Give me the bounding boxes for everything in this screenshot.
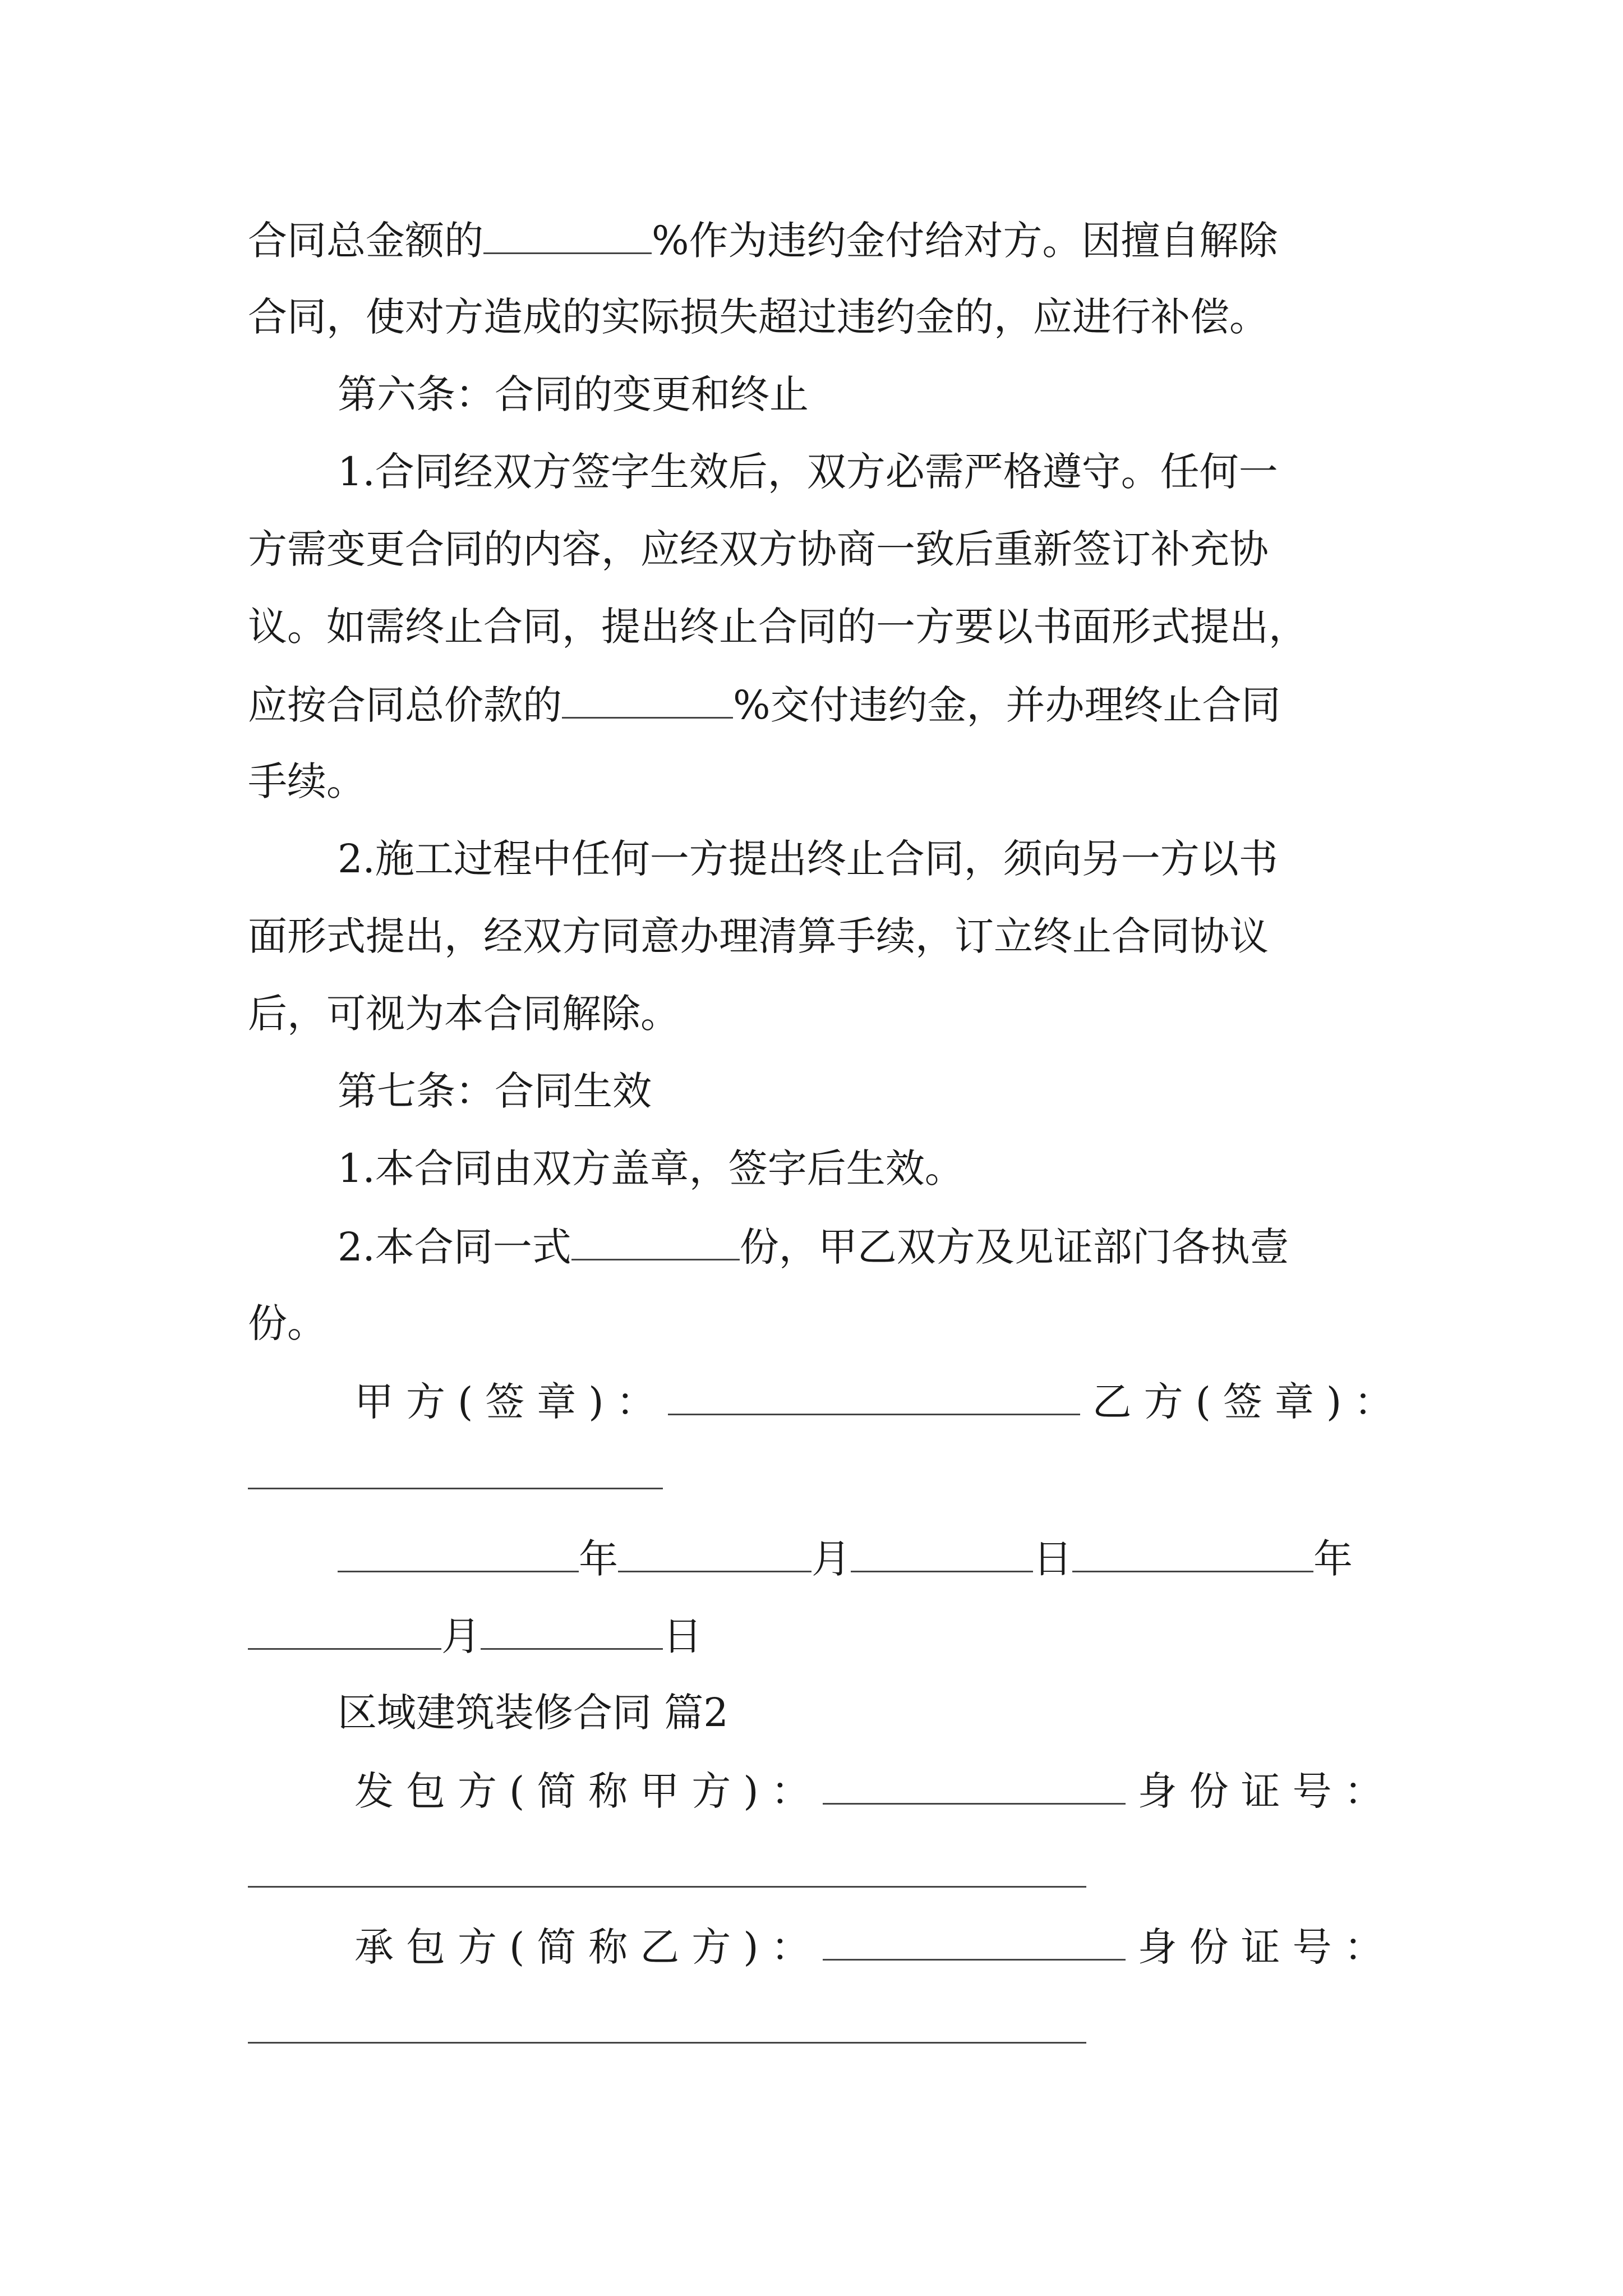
fill-in-blank	[618, 1538, 811, 1572]
date-line	[338, 1536, 1353, 1582]
text-segment: 应按合同总价款的	[248, 682, 562, 728]
employer-label: 发包方(简称甲方)：	[354, 1768, 823, 1814]
text-segment: %交付违约金，并办理终止合同	[733, 682, 1281, 728]
paragraph-line: 手续。	[248, 758, 366, 804]
article-heading: 第六条：合同的变更和终止	[338, 371, 809, 417]
paragraph-line: 份。	[248, 1300, 326, 1346]
date-line	[248, 1613, 702, 1659]
fill-in-blank	[571, 1226, 740, 1260]
party-b-signature-label: 乙方(签章)：	[1092, 1379, 1406, 1425]
fill-in-blank	[562, 684, 733, 719]
paragraph-line: 1.本合同由双方盖章，签字后生效。	[338, 1145, 964, 1191]
text-segment: 2.本合同一式	[338, 1224, 571, 1270]
text-segment: %作为违约金付给对方。因擅自解除	[652, 218, 1278, 264]
fill-in-blank	[248, 1616, 441, 1650]
contractor-label: 承包方(简称乙方)：	[354, 1924, 823, 1970]
paragraph-line: 后，可视为本合同解除。	[248, 991, 680, 1037]
year-label: 年	[579, 1536, 618, 1582]
paragraph-line: 1.合同经双方签字生效后，双方必需严格遵守。任何一	[338, 449, 1278, 495]
signature-line	[354, 1379, 1406, 1425]
id-number-label: 身份证号：	[1137, 1768, 1396, 1814]
paragraph-line: 方需变更合同的内容，应经双方协商一致后重新签订补充协	[248, 526, 1269, 572]
paragraph-line	[248, 218, 1278, 264]
fill-in-blank	[1072, 1538, 1313, 1572]
day-label: 日	[663, 1613, 702, 1659]
paragraph-line: 合同，使对方造成的实际损失超过违约金的，应进行补偿。	[248, 294, 1269, 340]
party-info-line	[354, 1768, 1396, 1814]
party-info-line	[354, 1924, 1396, 1970]
party-a-signature-label: 甲方(签章)：	[354, 1379, 668, 1425]
fill-in-blank	[668, 1381, 1080, 1415]
fill-in-blank	[481, 1616, 663, 1650]
fill-in-blank	[248, 1488, 663, 1489]
paragraph-line	[248, 682, 1281, 728]
text-segment: 份，甲乙双方及见证部门各执壹	[739, 1224, 1289, 1270]
paragraph-line: 议。如需终止合同，提出终止合同的一方要以书面形式提出，	[248, 604, 1308, 650]
fill-in-blank	[823, 1770, 1126, 1805]
fill-in-blank	[483, 220, 652, 254]
month-label: 月	[441, 1613, 481, 1659]
paragraph-line	[338, 1224, 1289, 1270]
paragraph-line: 2.施工过程中任何一方提出终止合同，须向另一方以书	[338, 836, 1278, 882]
paragraph-line: 面形式提出，经双方同意办理清算手续，订立终止合同协议	[248, 913, 1269, 959]
section-title: 区域建筑装修合同 篇2	[338, 1690, 728, 1736]
day-label: 日	[1033, 1536, 1072, 1582]
fill-in-blank	[248, 2042, 1086, 2044]
text-segment: 合同总金额的	[248, 218, 483, 264]
month-label: 月	[811, 1536, 851, 1582]
article-heading: 第七条：合同生效	[338, 1068, 652, 1114]
fill-in-blank	[338, 1538, 579, 1572]
fill-in-blank	[851, 1538, 1033, 1572]
year-label: 年	[1313, 1536, 1353, 1582]
fill-in-blank	[823, 1926, 1126, 1961]
id-number-label: 身份证号：	[1137, 1924, 1396, 1970]
fill-in-blank	[248, 1886, 1086, 1888]
